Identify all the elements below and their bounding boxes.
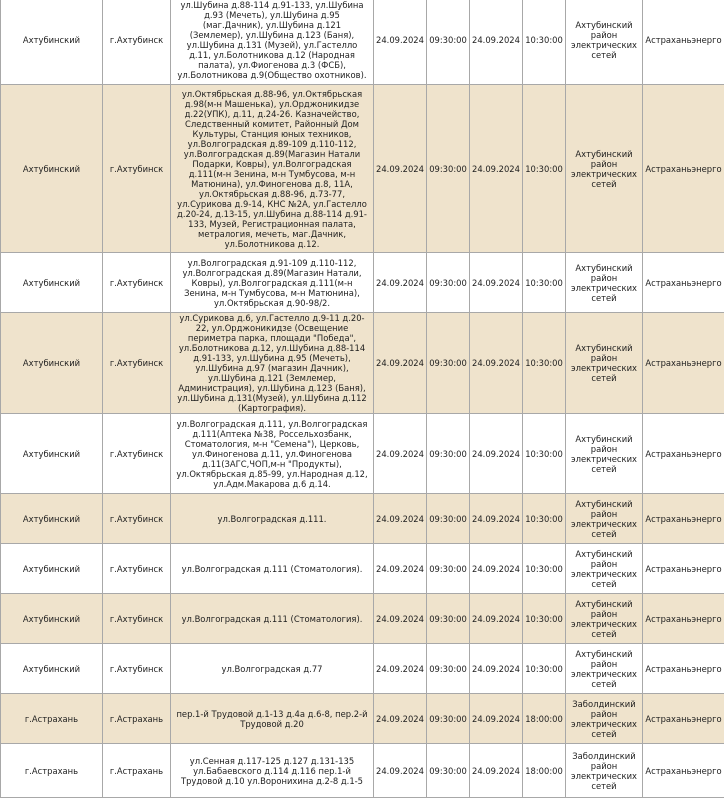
network-cell: Заболдинский район электрических сетей xyxy=(566,744,643,798)
table-row xyxy=(1,644,724,694)
start-time-cell: 09:30:00 xyxy=(427,694,470,744)
company-cell: Астраханьэнерго xyxy=(643,544,724,594)
address-cell: ул.Волгоградская д.111. xyxy=(171,494,374,544)
district-cell: Ахтубинский xyxy=(1,85,103,253)
company-cell: Астраханьэнерго xyxy=(643,644,724,694)
table-row xyxy=(1,744,724,798)
network-cell: Ахтубинский район электрических сетей xyxy=(566,85,643,253)
district-cell: г.Астрахань xyxy=(1,694,103,744)
table-row xyxy=(1,694,724,744)
end-time-cell: 18:00:00 xyxy=(523,694,566,744)
address-cell: ул.Волгоградская д.91-109 д.110-112, ул.Волгоградская д.89(Магазин Натали, Ковры), ул.Волгоградская д.111(м-н Зенина, м-н Тумбусова, м-н Матюнина), ул.Октябрьская д.90-98/2. xyxy=(171,253,374,313)
locality-cell: г.Ахтубинск xyxy=(103,85,171,253)
end-time-cell: 10:30:00 xyxy=(523,544,566,594)
start-time-cell: 09:30:00 xyxy=(427,414,470,494)
end-date-cell: 24.09.2024 xyxy=(470,85,523,253)
company-cell: Астраханьэнерго xyxy=(643,253,724,313)
start-date-cell: 24.09.2024 xyxy=(374,744,427,798)
end-date-cell: 24.09.2024 xyxy=(470,0,523,85)
start-time-cell: 09:30:00 xyxy=(427,744,470,798)
locality-cell: г.Ахтубинск xyxy=(103,494,171,544)
address-cell: ул.Октябрьская д.88-96, ул.Октябрьская д.98(м-н Машенька), ул.Орджоникидзе д.22(УПК), д.11, д.24-26. Казначейство, Следственный комитет, Районный Дом Культуры, Станция юных техников, ул.Волгоградская д.89-109 д.110-112, ул.Волгоградская д.89(Магазин Натали Подарки, Ковры), ул.Волгоградская д.111(м-н Зенина, м-н Тумбусова, м-н Матюнина), ул.Финогенова д.8, 11А, ул.Октябрьская д.88-96, д.73-77, ул.Сурикова д.9-14, КНС №2А, ул.Гастелло д.20-24, д.13-15, ул.Шубина д.88-114 д.91-133, Музей, Регистрационная палата, метралогия, мечеть, маг.Дачник, ул.Болотникова д.12. xyxy=(171,85,374,253)
locality-cell: г.Ахтубинск xyxy=(103,544,171,594)
address-cell: пер.1-й Трудовой д.1-13 д.4а д.6-8, пер.2-й Трудовой д.20 xyxy=(171,694,374,744)
end-time-cell: 10:30:00 xyxy=(523,414,566,494)
end-date-cell: 24.09.2024 xyxy=(470,313,523,414)
end-time-cell: 10:30:00 xyxy=(523,494,566,544)
end-date-cell: 24.09.2024 xyxy=(470,744,523,798)
start-date-cell: 24.09.2024 xyxy=(374,594,427,644)
start-time-cell: 09:30:00 xyxy=(427,544,470,594)
start-date-cell: 24.09.2024 xyxy=(374,644,427,694)
network-cell: Заболдинский район электрических сетей xyxy=(566,694,643,744)
locality-cell: г.Астрахань xyxy=(103,694,171,744)
table-row xyxy=(1,0,724,85)
start-time-cell: 09:30:00 xyxy=(427,85,470,253)
district-cell: Ахтубинский xyxy=(1,0,103,85)
address-cell: ул.Сурикова д.6, ул.Гастелло д.9-11 д.20-22, ул.Орджоникидзе (Освещение периметра парка, площади "Победа", ул.Болотникова д.12, ул.Шубина д.88-114 д.91-133, ул.Шубина д.95 (Мечеть), ул.Шубина д.97 (магазин Дачник), ул.Шубина д.121 (Землемер, Администрация), ул.Шубина д.123 (Баня), ул.Шубина д.131(Музей), ул.Шубина д.112 (Картография). xyxy=(171,313,374,414)
network-cell: Ахтубинский район электрических сетей xyxy=(566,494,643,544)
network-cell: Ахтубинский район электрических сетей xyxy=(566,313,643,414)
start-time-cell: 09:30:00 xyxy=(427,594,470,644)
company-cell: Астраханьэнерго xyxy=(643,694,724,744)
start-date-cell: 24.09.2024 xyxy=(374,694,427,744)
company-cell: Астраханьэнерго xyxy=(643,313,724,414)
address-cell: ул.Волгоградская д.111, ул.Волгоградская д.111(Аптека №38, Россельхозбанк, Стоматология, м-н "Семена"), Церковь, ул.Финогенова д.11, ул.Финогенова д.11(ЗАГС,ЧОП,м-н "Продукты), ул.Октябрьская д.85-99, ул.Народная д.12, ул.Адм.Макарова д.6 д.14. xyxy=(171,414,374,494)
end-date-cell: 24.09.2024 xyxy=(470,694,523,744)
address-cell: ул.Волгоградская д.111 (Стоматология). xyxy=(171,544,374,594)
start-date-cell: 24.09.2024 xyxy=(374,85,427,253)
end-date-cell: 24.09.2024 xyxy=(470,494,523,544)
locality-cell: г.Ахтубинск xyxy=(103,0,171,85)
end-date-cell: 24.09.2024 xyxy=(470,594,523,644)
network-cell: Ахтубинский район электрических сетей xyxy=(566,253,643,313)
table-row xyxy=(1,253,724,313)
end-date-cell: 24.09.2024 xyxy=(470,644,523,694)
start-date-cell: 24.09.2024 xyxy=(374,414,427,494)
district-cell: Ахтубинский xyxy=(1,644,103,694)
district-cell: Ахтубинский xyxy=(1,494,103,544)
company-cell: Астраханьэнерго xyxy=(643,414,724,494)
district-cell: Ахтубинский xyxy=(1,313,103,414)
start-date-cell: 24.09.2024 xyxy=(374,494,427,544)
end-time-cell: 10:30:00 xyxy=(523,0,566,85)
table-row xyxy=(1,544,724,594)
end-date-cell: 24.09.2024 xyxy=(470,253,523,313)
district-cell: г.Астрахань xyxy=(1,744,103,798)
start-date-cell: 24.09.2024 xyxy=(374,544,427,594)
district-cell: Ахтубинский xyxy=(1,414,103,494)
start-date-cell: 24.09.2024 xyxy=(374,253,427,313)
table-row xyxy=(1,594,724,644)
locality-cell: г.Ахтубинск xyxy=(103,644,171,694)
start-date-cell: 24.09.2024 xyxy=(374,313,427,414)
locality-cell: г.Ахтубинск xyxy=(103,594,171,644)
address-cell: ул.Волгоградская д.77 xyxy=(171,644,374,694)
company-cell: Астраханьэнерго xyxy=(643,0,724,85)
start-date-cell: 24.09.2024 xyxy=(374,0,427,85)
district-cell: Ахтубинский xyxy=(1,253,103,313)
company-cell: Астраханьэнерго xyxy=(643,494,724,544)
end-time-cell: 10:30:00 xyxy=(523,313,566,414)
locality-cell: г.Астрахань xyxy=(103,744,171,798)
address-cell: ул.Сенная д.117-125 д.127 д.131-135 ул.Бабаевского д.114 д.116 пер.1-й Трудовой д.10 ул.Воронихина д.2-8 д.1-5 xyxy=(171,744,374,798)
company-cell: Астраханьэнерго xyxy=(643,85,724,253)
network-cell: Ахтубинский район электрических сетей xyxy=(566,594,643,644)
start-time-cell: 09:30:00 xyxy=(427,253,470,313)
table-row xyxy=(1,414,724,494)
network-cell: Ахтубинский район электрических сетей xyxy=(566,544,643,594)
end-time-cell: 10:30:00 xyxy=(523,253,566,313)
end-date-cell: 24.09.2024 xyxy=(470,414,523,494)
locality-cell: г.Ахтубинск xyxy=(103,253,171,313)
network-cell: Ахтубинский район электрических сетей xyxy=(566,644,643,694)
district-cell: Ахтубинский xyxy=(1,594,103,644)
network-cell: Ахтубинский район электрических сетей xyxy=(566,414,643,494)
address-cell: ул.Волгоградская д.111 (Стоматология). xyxy=(171,594,374,644)
table-row xyxy=(1,85,724,253)
start-time-cell: 09:30:00 xyxy=(427,313,470,414)
start-time-cell: 09:30:00 xyxy=(427,644,470,694)
start-time-cell: 09:30:00 xyxy=(427,494,470,544)
end-time-cell: 10:30:00 xyxy=(523,85,566,253)
end-time-cell: 10:30:00 xyxy=(523,644,566,694)
end-time-cell: 18:00:00 xyxy=(523,744,566,798)
end-time-cell: 10:30:00 xyxy=(523,594,566,644)
district-cell: Ахтубинский xyxy=(1,544,103,594)
end-date-cell: 24.09.2024 xyxy=(470,544,523,594)
locality-cell: г.Ахтубинск xyxy=(103,414,171,494)
network-cell: Ахтубинский район электрических сетей xyxy=(566,0,643,85)
start-time-cell: 09:30:00 xyxy=(427,0,470,85)
address-cell: ул.Шубина д.88-114 д.91-133, ул.Шубина д.93 (Мечеть), ул.Шубина д.95 (маг.Дачник), ул.Шубина д.121 (Землемер), ул.Шубина д.123 (Баня), ул.Шубина д.131 (Музей), ул.Гастелло д.11, ул.Болотникова д.12 (Народная палата), ул.Фиогенова д.3 (ФСБ), ул.Болотникова д.9(Общество охотников). xyxy=(171,0,374,85)
company-cell: Астраханьэнерго xyxy=(643,594,724,644)
company-cell: Астраханьэнерго xyxy=(643,744,724,798)
locality-cell: г.Ахтубинск xyxy=(103,313,171,414)
table-row xyxy=(1,494,724,544)
table-row xyxy=(1,313,724,414)
